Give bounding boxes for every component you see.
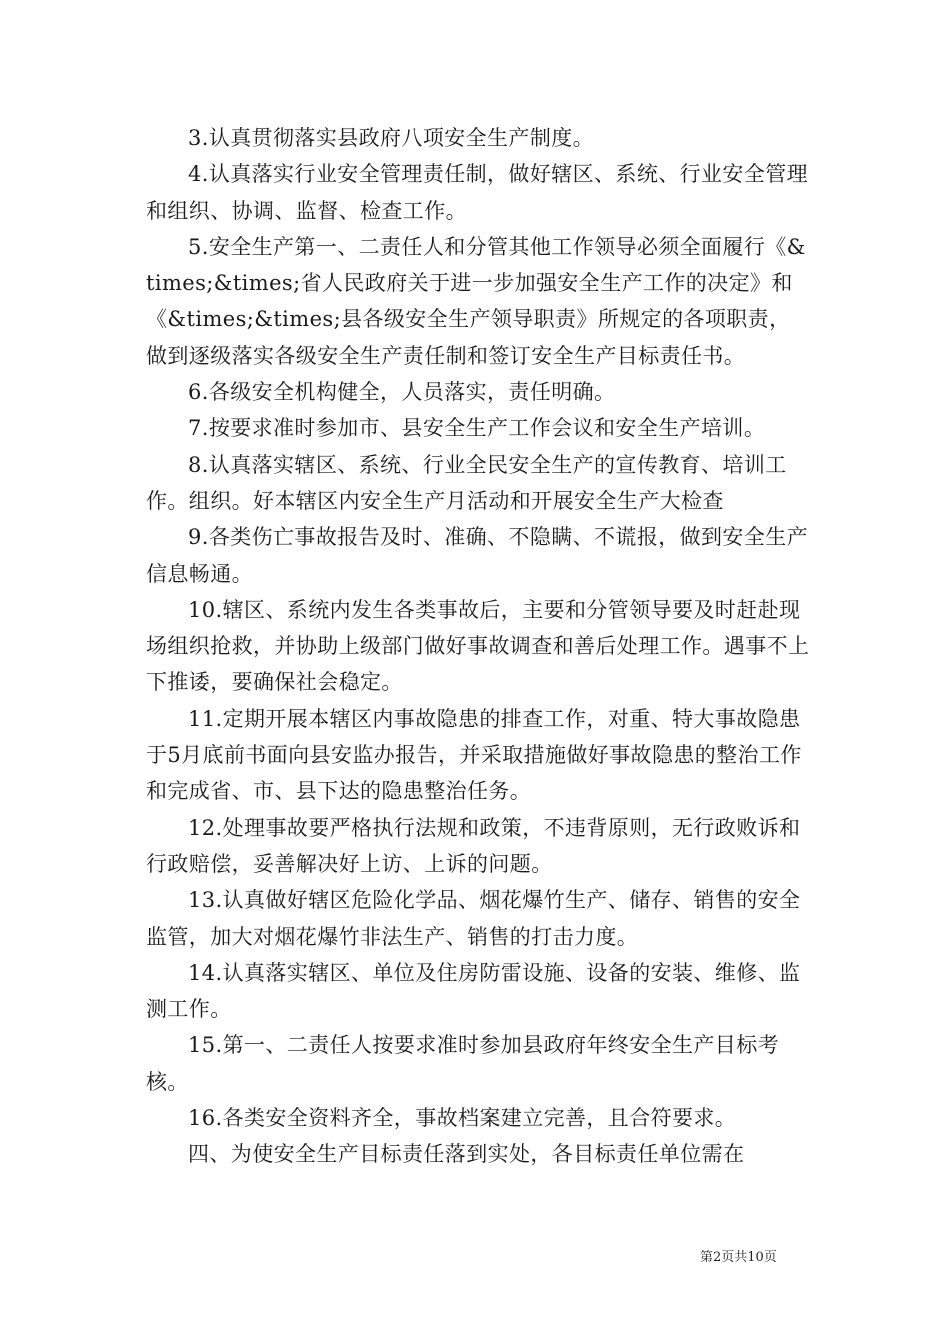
paragraph-10: 10.辖区、系统内发生各类事故后，主要和分管领导要及时赶赴现场组织抢救，并协助上级部门做好事故调查和善后处理工作。遇事不上下推诿，要确保社会稳定。 [146, 597, 810, 695]
paragraph-9: 9.各类伤亡事故报告及时、准确、不隐瞒、不谎报，做到安全生产信息畅通。 [146, 525, 809, 586]
paragraph-8: 8.认真落实辖区、系统、行业全民安全生产的宣传教育、培训工作。组织。好本辖区内安全生产月活动和开展安全生产大检查 [146, 452, 787, 513]
paragraph-12: 12.处理事故要严格执行法规和政策，不违背原则，无行政败诉和行政赔偿，妥善解决好上访、上诉的问题。 [146, 815, 801, 876]
paragraph-section-four: 四、为使安全生产目标责任落到实处，各目标责任单位需在 [188, 1142, 745, 1167]
document-body [146, 120, 810, 1173]
paragraph-5: 5.安全生产第一、二责任人和分管其他工作领导必须全面履行《&times;&times;省人民政府关于进一步加强安全生产工作的决定》和《&times;&times;县各级安全生产领导职责》所规定的各项职责，做到逐级落实各级安全生产责任制和签订安全生产目标责任书。 [146, 234, 806, 368]
paragraph-15: 15.第一、二责任人按要求准时参加县政府年终安全生产目标考核。 [146, 1033, 779, 1094]
paragraph-11: 11.定期开展本辖区内事故隐患的排查工作，对重、特大事故隐患于5月底前书面向县安监办报告，并采取措施做好事故隐患的整治工作和完成省、市、县下达的隐患整治任务。 [146, 706, 802, 804]
paragraph-7: 7.按要求准时参加市、县安全生产工作会议和安全生产培训。 [188, 416, 766, 441]
page-number-footer: 第2页共10页 [700, 1250, 777, 1265]
paragraph-16: 16.各类安全资料齐全，事故档案建立完善，且合符要求。 [188, 1106, 737, 1131]
paragraph-4: 4.认真落实行业安全管理责任制，做好辖区、系统、行业安全管理和组织、协调、监督、检查工作。 [146, 162, 809, 223]
paragraph-14: 14.认真落实辖区、单位及住房防雷设施、设备的安装、维修、监测工作。 [146, 960, 801, 1022]
paragraph-3: 3.认真贯彻落实县政府八项安全生产制度。 [188, 126, 595, 150]
paragraph-6: 6.各级安全机构健全，人员落实，责任明确。 [188, 380, 616, 405]
paragraph-13: 13.认真做好辖区危险化学品、烟花爆竹生产、储存、销售的安全监管，加大对烟花爆竹非法生产、销售的打击力度。 [146, 888, 801, 949]
